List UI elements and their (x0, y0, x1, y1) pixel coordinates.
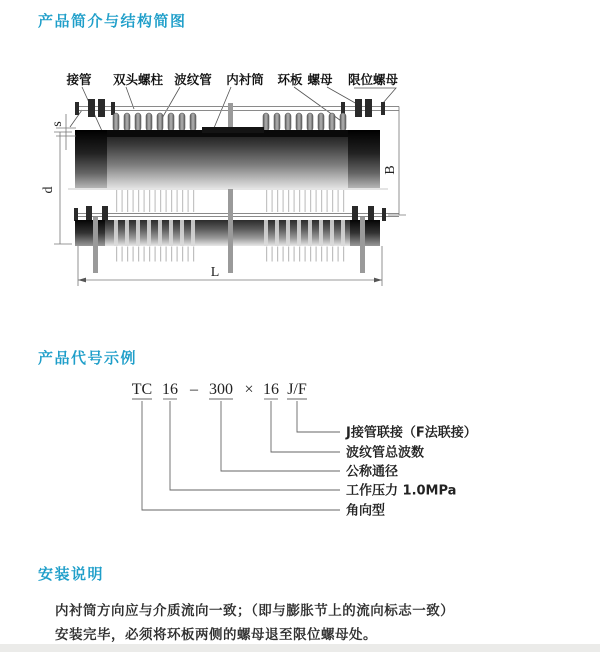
token-pressure: 16 (162, 381, 178, 398)
page-bottom-strip (0, 644, 600, 652)
liner-band (202, 127, 264, 133)
diagram-part-labels (65, 72, 398, 87)
lower-band (75, 220, 380, 246)
top-tie-rod (75, 99, 399, 130)
dim-b (383, 107, 406, 216)
label-bowenguan: 波纹管 (174, 72, 212, 87)
label-jieguan: 接管 (66, 72, 92, 87)
callout-waves: 波纹管总波数 (346, 445, 425, 461)
callout-lines (142, 401, 340, 510)
label-xianwei-luomu: 限位螺母 (347, 72, 399, 87)
install-instruction-line1: 内衬筒方向应与介质流向一致；（即与膨胀节上的流向标志一致） (55, 603, 455, 619)
token-diameter: 300 (209, 381, 233, 398)
product-code-diagram (30, 372, 570, 522)
label-luomu: 螺母 (307, 72, 333, 87)
dim-d-label: d (41, 186, 56, 194)
label-neichentong: 内衬筒 (226, 72, 264, 87)
section-title-intro: 产品简介与结构简图 (38, 12, 187, 30)
code-tokens (132, 381, 307, 398)
main-body (75, 127, 380, 188)
label-huanban: 环板 (277, 72, 303, 87)
callout-diameter: 公称通径 (346, 464, 399, 480)
callout-conn: J接管联接（F法联接） (346, 425, 477, 441)
dim-d (41, 132, 72, 244)
install-instruction-line2: 安装完毕，必须将环板两侧的螺母退至限位螺母处。 (55, 627, 377, 643)
callout-labels (345, 425, 477, 519)
left-end-cap (75, 130, 107, 188)
token-waves: 16 (263, 381, 279, 398)
label-shuangtou-luozhu: 双头螺柱 (112, 72, 164, 87)
callout-type: 角向型 (346, 503, 386, 519)
token-type: TC (131, 381, 153, 398)
center-stud-top (228, 103, 233, 130)
token-times: × (244, 381, 254, 398)
section-title-code: 产品代号示例 (38, 349, 138, 367)
dim-l-label: L (210, 265, 220, 280)
dim-b-label: B (383, 165, 398, 175)
right-end-cap (348, 130, 380, 188)
section-title-install: 安装说明 (38, 565, 105, 583)
callout-pressure: 工作压力 1.0MPa (346, 483, 457, 499)
token-dash: – (190, 381, 198, 398)
dim-s-label: s (50, 121, 65, 127)
token-conn: J/F (287, 381, 307, 398)
structure-diagram (30, 58, 470, 303)
